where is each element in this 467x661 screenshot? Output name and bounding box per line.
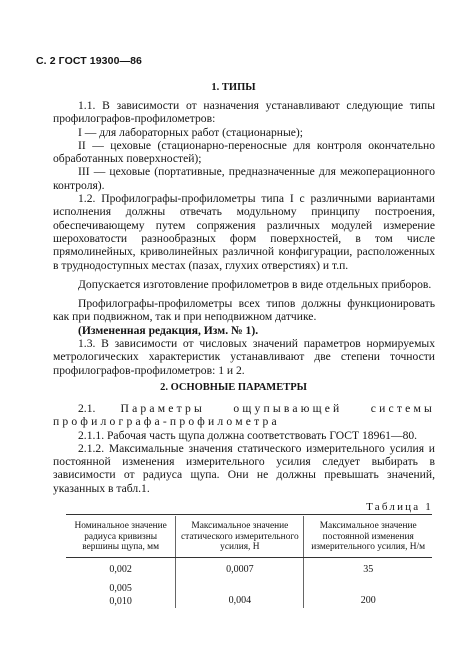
paragraph-1-3: 1.3. В зависимости от числовых значений параметров нормируемых метрологических характеристик устанавливают две степени точности профилографов-профилометров: 1 и 2. [53,337,435,377]
amendment-note: (Измененная редакция, Изм. № 1). [78,323,259,337]
table-cell [304,576,432,595]
table-cell: 0,005 [109,582,132,594]
table-label: Таблица 1 [366,501,433,513]
paragraph-1-2-function: Профилографы-профилометры всех типов должны функционировать как при подвижном, так и при неподвижном датчике. [53,297,435,324]
paragraph-2-1-1: 2.1.1. Рабочая часть щупа должна соответствовать ГОСТ 18961—80. [78,428,418,442]
paragraph-1-2: 1.2. Профилографы-профилометры типа I с различными вариантами исполнения должны отвечать модульному принципу построения, обеспечивающему путем сопряжения различных модулей измерение шероховатости разнообразных форм поверхностей, в том числе прямолинейных, криволинейных различной конфигурации, расположенных в труднодоступных местах (пазах, глухих отверстиях) и т.п. [53,192,435,272]
table-cell: 0,004 [176,595,304,608]
table-header-row [66,516,432,557]
table-top-border [66,514,432,515]
section-1-body [53,99,435,377]
paragraph-2-1 [53,402,435,429]
section-2-body [53,402,435,495]
table-cell: 0,0007 [176,557,304,576]
page-header: С. 2 ГОСТ 19300—86 [36,55,142,67]
paragraph-2-1-number: 2.1. [78,402,96,415]
type-3-item: III — цеховые (портативные, предназначенные для межоперационного контроля). [53,165,435,192]
table-1 [66,516,432,608]
type-1-item: I — для лабораторных работ (стационарные); [78,125,304,139]
table-cell [176,576,304,595]
table-cell: 0,002 [109,563,132,575]
table-row [66,595,432,608]
paragraph-2-1-heading: Параметры ощупывающей системы профилографа-профилометра [53,402,435,429]
section-1-title: 1. ТИПЫ [211,82,256,93]
paragraph-1-1: 1.1. В зависимости от назначения устанавливают следующие типы профилографов-профилометров: [53,99,435,126]
table-row [66,576,432,595]
section-2-title: 2. ОСНОВНЫЕ ПАРАМЕТРЫ [160,382,307,393]
column-header-static-force: Максимальное значение статического измерительного усилия, Н [176,516,304,557]
column-header-force-constant: Максимальное значение постоянной изменения измерительного усилия, Н/м [304,516,432,557]
paragraph-1-2-note: Допускается изготовление профилометров в виде отдельных приборов. [78,277,432,291]
column-header-radius: Номинальное значение радиуса кривизны вершины щупа, мм [66,516,176,557]
paragraph-2-1-2: 2.1.2. Максимальные значения статического измерительного усилия и постоянной изменения измерительного усилия следует выбирать в зависимости от радиуса щупа. Они не должны превышать значений, указанных в табл.1. [53,441,435,495]
table-cell: 35 [304,557,432,576]
table-cell: 200 [304,595,432,608]
table-cell: 0,010 [109,595,132,607]
type-2-item: II — цеховые (стационарно-переносные для контроля окончательно обработанных поверхностей); [53,138,435,166]
table-row [66,557,432,576]
